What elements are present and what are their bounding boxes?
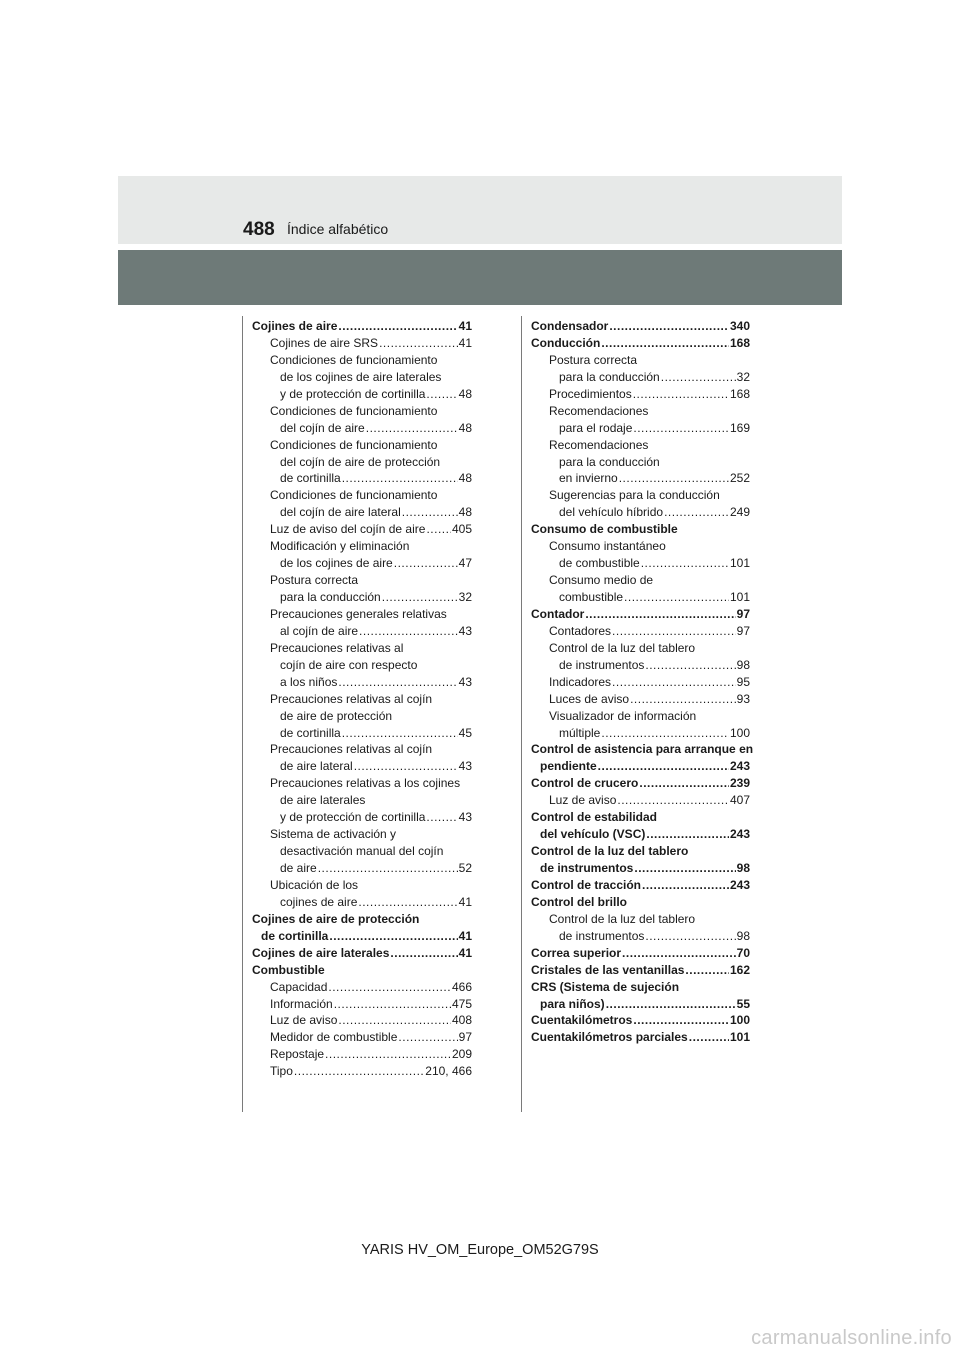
- dot-leader: [585, 606, 735, 623]
- index-entry-text: Control de la luz del tablero: [531, 844, 689, 859]
- index-entry-text: Modificación y eliminación: [270, 539, 410, 554]
- index-entry-page: 408: [451, 1013, 472, 1028]
- index-entry: [252, 538, 472, 555]
- index-entry-text: de instrumentos: [559, 657, 645, 672]
- index-entry-page: 243: [729, 827, 750, 842]
- dot-leader: [426, 386, 457, 403]
- index-entry: [531, 691, 750, 708]
- index-entry-text: Sugerencias para la conducción: [549, 488, 720, 503]
- dot-leader: [612, 623, 736, 640]
- dot-leader: [634, 860, 735, 877]
- index-entry: [531, 606, 750, 623]
- dot-leader: [325, 1046, 451, 1063]
- document-code: YARIS HV_OM_Europe_OM52G79S: [361, 1242, 599, 1258]
- page-number: 488: [243, 219, 275, 240]
- index-entry-text: Precauciones generales relativas: [270, 606, 447, 621]
- index-entry: [531, 589, 750, 606]
- index-entry-text: de los cojines de aire laterales: [280, 369, 442, 384]
- index-entry-page: 41: [458, 894, 472, 909]
- index-entry-text: Control del brillo: [531, 894, 627, 909]
- index-entry: [531, 725, 750, 742]
- index-entry-text: Recomendaciones: [549, 437, 649, 452]
- index-entry: [531, 640, 750, 657]
- index-entry: [531, 504, 750, 521]
- dot-leader: [664, 504, 729, 521]
- dot-leader: [342, 725, 458, 742]
- index-entry-text: de instrumentos: [559, 928, 645, 943]
- index-entry: [252, 454, 472, 471]
- index-entry-page: 43: [458, 674, 472, 689]
- index-entry-text: Precauciones relativas al cojín: [270, 742, 433, 757]
- index-entry-text: Cojines de aire de protección: [252, 911, 420, 926]
- index-entry-page: 97: [736, 606, 750, 621]
- index-entry-text: Información: [270, 996, 333, 1011]
- dot-leader: [661, 369, 736, 386]
- index-entry: [531, 809, 750, 826]
- index-entry-text: Cuentakilómetros parciales: [531, 1030, 688, 1045]
- index-entry: [252, 708, 472, 725]
- index-entry: [531, 403, 750, 420]
- index-entry: [252, 826, 472, 843]
- index-entry: [252, 504, 472, 521]
- index-entry-text: Ubicación de los: [270, 877, 359, 892]
- dot-leader: [624, 589, 729, 606]
- index-entry-text: Luz de aviso del cojín de aire: [270, 522, 426, 537]
- index-entry-text: cojín de aire con respecto: [280, 657, 418, 672]
- index-entry-text: en invierno: [559, 471, 618, 486]
- index-entry-text: Procedimientos: [549, 386, 632, 401]
- index-entry: [252, 369, 472, 386]
- dot-leader: [358, 894, 457, 911]
- dot-leader: [394, 555, 458, 572]
- index-entry: [252, 1029, 472, 1046]
- index-entry: [252, 996, 472, 1013]
- index-entry: [252, 555, 472, 572]
- index-entry: [252, 1012, 472, 1029]
- index-entry-page: 466: [451, 979, 472, 994]
- index-entry: [531, 369, 750, 386]
- index-entry-page: 93: [736, 691, 750, 706]
- index-entry-text: Control de la luz del tablero: [549, 911, 696, 926]
- index-entry: [531, 962, 750, 979]
- index-entry-page: 32: [458, 590, 472, 604]
- index-entry: [252, 792, 472, 809]
- index-entry-text: Control de estabilidad: [531, 810, 658, 825]
- index-entry-text: Contador: [531, 606, 585, 621]
- header-band: [118, 176, 842, 244]
- index-entry: [252, 758, 472, 775]
- index-entry-page: 168: [729, 335, 750, 350]
- index-entry-text: Conducción: [531, 335, 601, 350]
- index-entry-text: Cojines de aire: [252, 319, 338, 333]
- dot-leader: [630, 691, 736, 708]
- dot-leader: [398, 1029, 457, 1046]
- index-entry-text: Control de crucero: [531, 776, 639, 791]
- index-entry: [252, 843, 472, 860]
- index-entry-page: 101: [729, 556, 750, 571]
- index-entry-page: 169: [729, 420, 750, 435]
- index-entry-page: 407: [729, 793, 750, 808]
- index-entry-text: de instrumentos: [540, 861, 634, 875]
- dot-leader: [426, 809, 457, 826]
- index-entry-text: de los cojines de aire: [280, 556, 393, 571]
- index-entry-text: Control de asistencia para arranque en: [531, 742, 754, 757]
- dot-leader: [645, 928, 735, 945]
- index-entry: [252, 386, 472, 403]
- index-entry-page: 70: [736, 945, 750, 960]
- index-entry: [252, 657, 472, 674]
- dot-leader: [318, 860, 458, 877]
- index-entry-text: combustible: [559, 590, 624, 604]
- index-entry: [531, 826, 750, 843]
- index-entry-text: de cortinilla: [261, 928, 329, 943]
- index-entry: [252, 623, 472, 640]
- index-entry: [252, 437, 472, 454]
- index-entry: [531, 318, 750, 335]
- index-entry: [252, 962, 472, 979]
- index-entry-text: Capacidad: [270, 979, 328, 994]
- index-entry: [531, 894, 750, 911]
- index-entry-text: Contadores: [549, 623, 612, 638]
- watermark: carmanualsonline.info: [751, 1327, 952, 1349]
- index-entry-page: 162: [729, 962, 750, 977]
- index-entry: [252, 318, 472, 335]
- index-entry: [531, 454, 750, 471]
- index-entry: [531, 437, 750, 454]
- index-entry-page: 95: [736, 674, 750, 689]
- index-entry: [252, 335, 472, 352]
- dot-leader: [601, 725, 729, 742]
- index-entry: [531, 538, 750, 555]
- index-entry: [531, 708, 750, 725]
- dot-leader: [639, 775, 729, 792]
- index-entry-text: de cortinilla: [280, 471, 341, 486]
- section-title: Índice alfabético: [287, 221, 389, 237]
- index-entry: [531, 996, 750, 1013]
- index-entry: [252, 775, 472, 792]
- dot-leader: [609, 318, 729, 335]
- index-entry-page: 43: [458, 810, 472, 825]
- index-entry-text: del vehículo híbrido: [559, 505, 664, 520]
- index-entry: [531, 792, 750, 809]
- dot-leader: [338, 1012, 451, 1029]
- index-entry: [252, 352, 472, 369]
- index-entry-page: 340: [729, 319, 750, 333]
- dot-leader: [294, 1063, 424, 1080]
- index-entry-text: Postura correcta: [270, 573, 359, 588]
- index-entry-text: Combustible: [252, 962, 325, 977]
- index-entry: [531, 420, 750, 437]
- dot-leader: [685, 962, 729, 979]
- index-entry-text: para la conducción: [280, 590, 381, 604]
- index-entry-text: Precauciones relativas al cojín: [270, 691, 433, 706]
- index-entry-page: 41: [458, 319, 472, 333]
- index-entry-text: para niños): [540, 996, 605, 1011]
- index-entry: [531, 1029, 750, 1046]
- index-entry-text: múltiple: [559, 725, 601, 740]
- index-entry: [252, 403, 472, 420]
- index-entry-page: 45: [458, 725, 472, 740]
- dot-leader: [617, 792, 729, 809]
- dot-leader: [645, 657, 735, 674]
- dot-leader: [390, 945, 457, 962]
- dot-leader: [689, 1029, 729, 1046]
- index-entry-page: 97: [458, 1030, 472, 1045]
- dot-leader: [329, 928, 457, 945]
- dot-leader: [598, 758, 729, 775]
- index-entry-text: del vehículo (VSC): [540, 827, 646, 842]
- index-entry-text: de aire: [280, 861, 317, 875]
- index-entry: [531, 877, 750, 894]
- dot-leader: [342, 470, 458, 487]
- index-column-right: [531, 318, 754, 1046]
- index-entry-page: 48: [458, 386, 472, 401]
- index-entry-text: Tipo: [270, 1064, 293, 1079]
- index-entry-text: Consumo medio de: [549, 573, 654, 588]
- index-entry-text: CRS (Sistema de sujeción: [531, 979, 680, 994]
- dot-leader: [382, 589, 458, 606]
- index-entry-text: a los niños: [280, 674, 338, 689]
- index-entry-page: 47: [458, 556, 472, 571]
- index-entry-page: 168: [729, 386, 750, 401]
- index-entry-text: desactivación manual del cojín: [280, 844, 444, 859]
- index-entry-text: Precauciones relativas al: [270, 640, 404, 655]
- index-entry: [531, 758, 750, 775]
- index-entry: [252, 1063, 472, 1080]
- index-entry: [531, 979, 750, 996]
- index-entry-page: 252: [729, 471, 750, 486]
- index-entry: [531, 741, 754, 758]
- dot-leader: [354, 758, 458, 775]
- index-entry-page: 97: [736, 623, 750, 638]
- index-entry-page: 52: [458, 861, 472, 875]
- index-entry-text: Recomendaciones: [549, 403, 649, 418]
- index-entry: [531, 335, 750, 352]
- index-entry-page: 405: [451, 522, 472, 537]
- dot-leader: [328, 979, 451, 996]
- index-column-left: [252, 318, 472, 1080]
- index-entry-text: del cojín de aire de protección: [280, 454, 441, 469]
- dot-leader: [426, 521, 451, 538]
- index-entry-text: de aire lateral: [280, 759, 353, 774]
- index-entry: [531, 860, 750, 877]
- index-entry: [252, 691, 472, 708]
- index-entry: [531, 911, 750, 928]
- dot-leader: [619, 470, 729, 487]
- index-entry: [252, 979, 472, 996]
- index-entry-page: 48: [458, 471, 472, 486]
- index-entry: [531, 657, 750, 674]
- dot-leader: [633, 386, 729, 403]
- index-entry: [252, 945, 472, 962]
- index-entry-page: 48: [458, 505, 472, 520]
- index-entry: [531, 555, 750, 572]
- dot-leader: [402, 504, 458, 521]
- index-entry: [252, 470, 472, 487]
- dot-leader: [646, 826, 729, 843]
- index-entry-page: 249: [729, 505, 750, 520]
- index-entry-text: Repostaje: [270, 1047, 325, 1062]
- index-entry-text: Control de tracción: [531, 877, 642, 892]
- index-entry-text: Sistema de activación y: [270, 827, 397, 842]
- index-entry: [252, 674, 472, 691]
- index-entry-text: Cojines de aire SRS: [270, 335, 379, 350]
- dot-leader: [641, 555, 729, 572]
- index-entry: [252, 725, 472, 742]
- index-entry: [531, 623, 750, 640]
- index-entry-page: 101: [729, 590, 750, 604]
- index-entry-text: del cojín de aire lateral: [280, 505, 401, 520]
- index-entry: [252, 877, 472, 894]
- dot-leader: [338, 318, 457, 335]
- index-entry-page: 41: [458, 928, 472, 943]
- index-entry: [531, 945, 750, 962]
- index-entry: [531, 928, 750, 945]
- index-entry-text: de aire de protección: [280, 708, 393, 723]
- index-entry: [531, 775, 750, 792]
- index-entry: [531, 674, 750, 691]
- dot-leader: [622, 945, 736, 962]
- dark-banner: [118, 250, 842, 305]
- index-entry-text: Indicadores: [549, 674, 612, 689]
- index-entry: [531, 470, 750, 487]
- index-entry-page: 55: [736, 996, 750, 1011]
- index-entry-page: 239: [729, 776, 750, 791]
- index-entry-text: Medidor de combustible: [270, 1030, 398, 1045]
- index-entry: [252, 420, 472, 437]
- index-entry-page: 243: [729, 759, 750, 774]
- index-entry-page: 210, 466: [425, 1064, 472, 1079]
- index-entry-page: 98: [736, 861, 750, 875]
- index-entry-text: pendiente: [540, 759, 597, 774]
- index-entry-text: Cojines de aire laterales: [252, 945, 390, 960]
- index-entry: [252, 860, 472, 877]
- index-entry: [252, 572, 472, 589]
- index-entry-text: Control de la luz del tablero: [549, 640, 696, 655]
- index-entry-text: para la conducción: [559, 454, 660, 469]
- index-entry-text: Condiciones de funcionamiento: [270, 437, 438, 452]
- index-entry-page: 41: [458, 335, 472, 350]
- index-entry-text: y de protección de cortinilla: [280, 386, 426, 401]
- index-entry: [252, 894, 472, 911]
- dot-leader: [338, 674, 457, 691]
- index-entry-page: 101: [729, 1030, 750, 1045]
- index-entry: [531, 1012, 750, 1029]
- index-entry-page: 475: [451, 996, 472, 1011]
- index-entry-page: 100: [729, 1013, 750, 1028]
- index-entry: [252, 1046, 472, 1063]
- dot-leader: [366, 420, 458, 437]
- index-entry: [252, 809, 472, 826]
- index-entry: [531, 487, 750, 504]
- index-entry-text: de combustible: [559, 556, 640, 571]
- index-entry: [252, 928, 472, 945]
- index-entry-page: 209: [451, 1047, 472, 1062]
- column-rule-middle: [521, 316, 522, 1112]
- dot-leader: [334, 996, 451, 1013]
- index-entry-text: Condiciones de funcionamiento: [270, 403, 438, 418]
- index-entry: [531, 521, 750, 538]
- index-entry-text: Consumo de combustible: [531, 522, 678, 537]
- dot-leader: [606, 996, 736, 1013]
- index-entry: [252, 606, 472, 623]
- index-entry: [252, 911, 472, 928]
- index-entry-text: Precauciones relativas a los cojines: [270, 776, 461, 791]
- index-entry-text: Condiciones de funcionamiento: [270, 488, 438, 503]
- dot-leader: [379, 335, 458, 352]
- dot-leader: [612, 674, 736, 691]
- index-entry: [531, 572, 750, 589]
- column-rule-left: [242, 316, 243, 1112]
- index-entry-text: de aire laterales: [280, 793, 366, 808]
- index-entry-page: 243: [729, 877, 750, 892]
- index-entry: [531, 352, 750, 369]
- index-entry-text: Visualizador de información: [549, 708, 697, 723]
- index-entry: [252, 521, 472, 538]
- dot-leader: [601, 335, 729, 352]
- index-entry-text: Correa superior: [531, 945, 622, 960]
- index-entry: [252, 487, 472, 504]
- index-entry-text: de cortinilla: [280, 725, 341, 740]
- index-entry: [531, 386, 750, 403]
- index-entry-text: del cojín de aire: [280, 420, 365, 435]
- index-entry-text: Condensador: [531, 319, 609, 333]
- index-entry-text: cojines de aire: [280, 894, 358, 909]
- index-entry-text: para la conducción: [559, 369, 660, 384]
- index-entry-page: 32: [736, 369, 750, 384]
- index-entry: [252, 741, 472, 758]
- index-entry-text: Luces de aviso: [549, 691, 630, 706]
- index-entry-page: 98: [736, 928, 750, 943]
- index-entry-page: 43: [458, 759, 472, 774]
- index-entry-page: 43: [458, 623, 472, 638]
- index-entry-page: 100: [729, 725, 750, 740]
- index-entry-text: Consumo instantáneo: [549, 539, 666, 554]
- index-entry: [252, 640, 472, 657]
- dot-leader: [633, 420, 729, 437]
- index-entry-page: 48: [458, 420, 472, 435]
- dot-leader: [642, 877, 729, 894]
- dot-leader: [633, 1012, 729, 1029]
- index-entry-page: 41: [458, 945, 472, 960]
- index-entry-text: Postura correcta: [549, 352, 638, 367]
- dot-leader: [359, 623, 458, 640]
- index-entry-text: Luz de aviso: [270, 1013, 338, 1028]
- index-entry: [252, 589, 472, 606]
- index-entry-page: 98: [736, 657, 750, 672]
- index-entry-text: y de protección de cortinilla: [280, 810, 426, 825]
- index-entry-text: Cristales de las ventanillas: [531, 962, 685, 977]
- index-entry: [531, 843, 750, 860]
- index-entry-text: Condiciones de funcionamiento: [270, 352, 438, 367]
- index-entry-text: para el rodaje: [559, 420, 633, 435]
- index-entry-text: Luz de aviso: [549, 793, 617, 808]
- index-entry-text: al cojín de aire: [280, 623, 359, 638]
- index-entry-text: Cuentakilómetros: [531, 1013, 633, 1028]
